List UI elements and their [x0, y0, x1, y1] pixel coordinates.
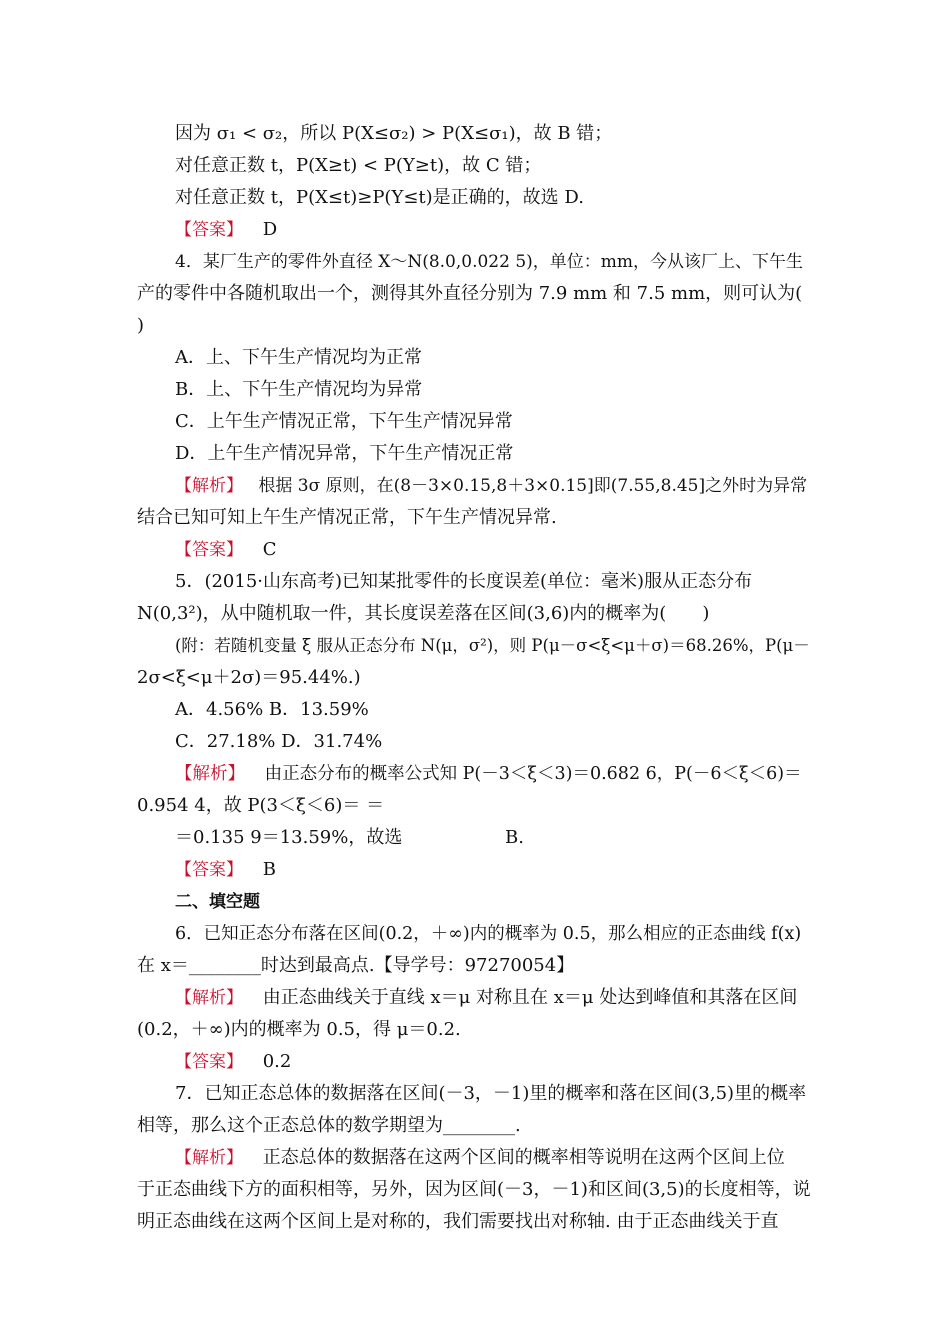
- answer-value: D: [262, 219, 278, 240]
- question-6-line-2: 在 x＝________时达到最高点.【导学号：97270054】: [137, 955, 575, 976]
- question-5-line-1: 5．(2015·山东高考)已知某批零件的长度误差(单位：毫米)服从正态分布: [175, 571, 753, 592]
- line-1: 因为 σ₁ < σ₂，所以 P(X≤σ₂) > P(X≤σ₁)，故 B 错；: [175, 123, 613, 144]
- analysis-7-line-3: 明正态曲线在这两个区间上是对称的，我们需要找出对称轴. 由于正态曲线关于直: [137, 1211, 779, 1232]
- analysis-5-line-2: 0.954 4，故 P(3＜ξ＜6)＝ ＝: [137, 795, 385, 816]
- question-4-line-1: 4．某厂生产的零件外直径 X～N(8.0,0.022 5)，单位：mm，今从该厂上、下午生: [175, 252, 804, 272]
- answer-tag: 【答案】: [175, 1052, 243, 1072]
- question-4-line-2: 产的零件中各随机取出一个，测得其外直径分别为 7.9 mm 和 7.5 mm，则可认为(: [137, 283, 803, 304]
- analysis-tag: 【解析】: [175, 1148, 243, 1168]
- analysis-6-line-1: [175, 987, 797, 1009]
- section-fill-in: 二、填空题: [175, 892, 260, 912]
- analysis-tag: 【解析】: [175, 476, 243, 496]
- option-4c: C．上午生产情况正常，下午生产情况异常: [175, 411, 513, 432]
- question-7-line-2: 相等，那么这个正态总体的数学期望为________.: [137, 1115, 521, 1136]
- answer-6: [175, 1051, 291, 1073]
- question-6-line-1: 6．已知正态分布落在区间(0.2，＋∞)内的概率为 0.5，那么相应的正态曲线 f(x): [175, 924, 802, 944]
- question-7-line-1: 7．已知正态总体的数据落在区间(－3，－1)里的概率和落在区间(3,5)里的概率: [175, 1083, 807, 1104]
- answer-value: B: [262, 859, 276, 880]
- answer-4: [175, 539, 277, 561]
- analysis-text: 根据 3σ 原则，在(8－3×0.15,8＋3×0.15]即(7.55,8.45]之外时为异常: [258, 476, 808, 496]
- answer-tag: 【答案】: [175, 540, 243, 560]
- analysis-5-line-1: [175, 763, 802, 785]
- analysis-7-line-2: 于正态曲线下方的面积相等，另外，因为区间(－3，－1)和区间(3,5)的长度相等，说: [137, 1179, 811, 1200]
- analysis-tag: 【解析】: [175, 764, 245, 784]
- option-5ab: A．4.56% B．13.59%: [175, 699, 369, 720]
- question-5-line-2: N(0,3²)，从中随机取一件，其长度误差落在区间(3,6)内的概率为( ): [137, 603, 710, 624]
- analysis-text: 由正态曲线关于直线 x＝μ 对称且在 x＝μ 处达到峰值和其落在区间: [262, 987, 798, 1008]
- answer-value: 0.2: [262, 1051, 292, 1072]
- question-4-line-3: ): [137, 315, 145, 336]
- answer-value: C: [262, 539, 277, 560]
- analysis-5-line-3-choice: B.: [505, 827, 524, 848]
- option-5cd: C．27.18% D．31.74%: [175, 731, 383, 752]
- analysis-text: 由正态分布的概率公式知 P(－3＜ξ＜3)＝0.682 6，P(－6＜ξ＜6)＝: [264, 764, 802, 784]
- answer-3: [175, 219, 277, 241]
- analysis-6-line-2: (0.2，＋∞)内的概率为 0.5，得 μ＝0.2.: [137, 1019, 461, 1040]
- answer-tag: 【答案】: [175, 220, 243, 240]
- option-4a: A．上、下午生产情况均为正常: [175, 347, 422, 368]
- option-4d: D．上午生产情况异常，下午生产情况正常: [175, 443, 514, 464]
- analysis-text: 正态总体的数据落在这两个区间的概率相等说明在这两个区间上位: [262, 1147, 785, 1168]
- line-2: 对任意正数 t，P(X≥t) < P(Y≥t)，故 C 错；: [175, 155, 542, 176]
- question-5-line-4: 2σ<ξ<μ＋2σ)＝95.44%.): [137, 667, 361, 688]
- analysis-tag: 【解析】: [175, 988, 243, 1008]
- option-4b: B．上、下午生产情况均为异常: [175, 379, 423, 400]
- answer-5: [175, 859, 276, 881]
- analysis-7-line-1: [175, 1147, 785, 1169]
- line-3: 对任意正数 t，P(X≤t)≥P(Y≤t)是正确的，故选 D.: [175, 187, 584, 208]
- analysis-4-line-1: [175, 475, 807, 497]
- analysis-4-line-2: 结合已知可知上午生产情况正常，下午生产情况异常.: [137, 507, 557, 528]
- question-5-line-3: (附：若随机变量 ξ 服从正态分布 N(μ，σ²)，则 P(μ－σ<ξ<μ＋σ)＝68.26%，P(μ－: [175, 636, 810, 655]
- answer-tag: 【答案】: [175, 860, 243, 880]
- analysis-5-line-3: ＝0.135 9＝13.59%，故选: [175, 827, 403, 848]
